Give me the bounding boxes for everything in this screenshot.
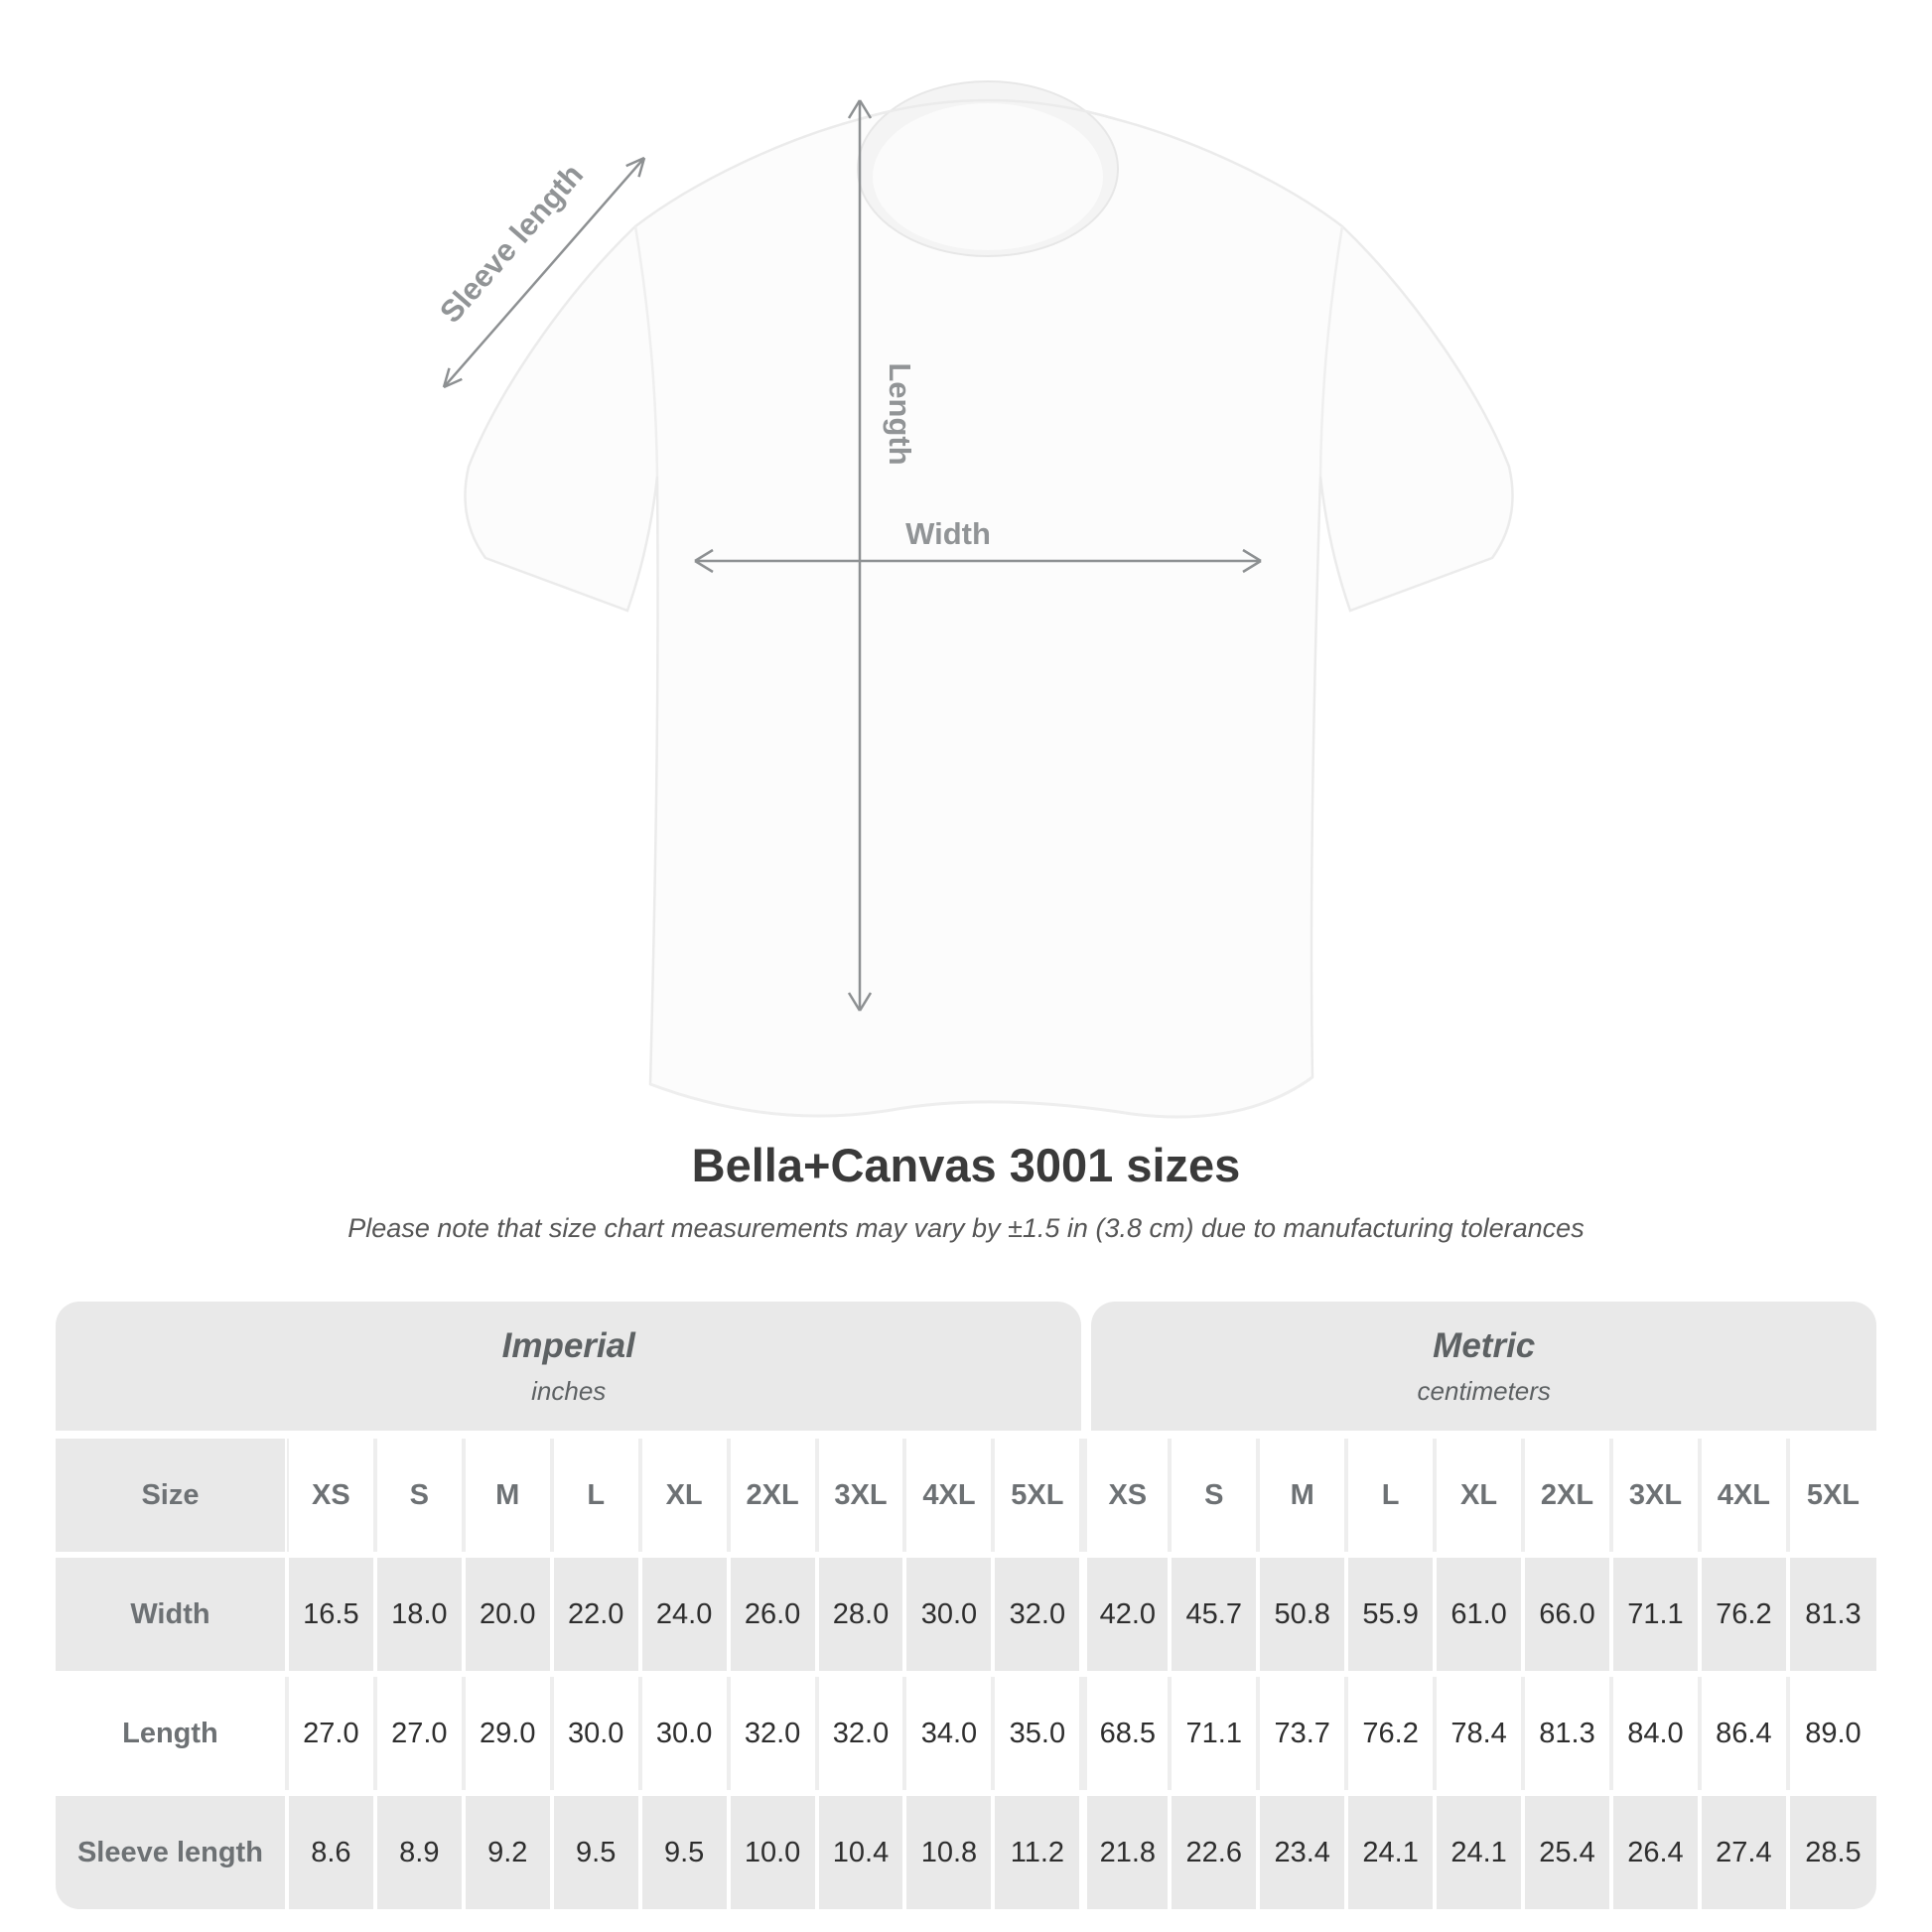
sleeve-imperial-xl: 9.5 (640, 1796, 729, 1909)
table-row-sleeve-length (56, 1796, 1876, 1909)
sleeve-imperial-l: 9.5 (552, 1796, 640, 1909)
width-imperial-5xl: 32.0 (993, 1558, 1081, 1671)
sleeve-metric-5xl: 28.5 (1788, 1796, 1876, 1909)
sleeve-imperial-5xl: 11.2 (993, 1796, 1081, 1909)
sleeve-imperial-4xl: 10.8 (904, 1796, 993, 1909)
size-header-imperial-xl: XL (640, 1439, 729, 1552)
sleeve-metric-s: 22.6 (1170, 1796, 1258, 1909)
width-imperial-2xl: 26.0 (729, 1558, 817, 1671)
length-metric-xs: 68.5 (1081, 1677, 1170, 1790)
size-header-metric-3xl: 3XL (1611, 1439, 1700, 1552)
width-imperial-3xl: 28.0 (817, 1558, 905, 1671)
size-header-imperial-2xl: 2XL (729, 1439, 817, 1552)
imperial-band (56, 1302, 1081, 1431)
length-metric-4xl: 86.4 (1700, 1677, 1788, 1790)
sleeve-imperial-xs: 8.6 (287, 1796, 375, 1909)
width-metric-xl: 61.0 (1435, 1558, 1523, 1671)
sleeve-metric-m: 23.4 (1258, 1796, 1346, 1909)
length-imperial-m: 29.0 (464, 1677, 552, 1790)
size-header-imperial-s: S (375, 1439, 464, 1552)
width-metric-xs: 42.0 (1081, 1558, 1170, 1671)
size-header-imperial-5xl: 5XL (993, 1439, 1081, 1552)
sleeve-metric-3xl: 26.4 (1611, 1796, 1700, 1909)
length-imperial-l: 30.0 (552, 1677, 640, 1790)
size-header-imperial-xs: XS (287, 1439, 375, 1552)
length-imperial-xs: 27.0 (287, 1677, 375, 1790)
size-column-header: Size (56, 1439, 287, 1552)
length-metric-l: 76.2 (1346, 1677, 1435, 1790)
width-metric-3xl: 71.1 (1611, 1558, 1700, 1671)
table-row-width (56, 1558, 1876, 1671)
tshirt-graphic (465, 81, 1512, 1117)
width-metric-s: 45.7 (1170, 1558, 1258, 1671)
length-metric-xl: 78.4 (1435, 1677, 1523, 1790)
size-table-container (56, 1302, 1876, 1915)
sleeve-imperial-3xl: 10.4 (817, 1796, 905, 1909)
length-metric-m: 73.7 (1258, 1677, 1346, 1790)
length-metric-s: 71.1 (1170, 1677, 1258, 1790)
width-imperial-l: 22.0 (552, 1558, 640, 1671)
size-header-imperial-m: M (464, 1439, 552, 1552)
tolerance-note: Please note that size chart measurements may vary by ±1.5 in (3.8 cm) due to manufacturing tolerances (347, 1213, 1585, 1243)
length-imperial-s: 27.0 (375, 1677, 464, 1790)
size-header-metric-s: S (1170, 1439, 1258, 1552)
sleeve-imperial-2xl: 10.0 (729, 1796, 817, 1909)
size-header-metric-m: M (1258, 1439, 1346, 1552)
width-imperial-m: 20.0 (464, 1558, 552, 1671)
sleeve-metric-2xl: 25.4 (1523, 1796, 1611, 1909)
width-metric-4xl: 76.2 (1700, 1558, 1788, 1671)
length-imperial-3xl: 32.0 (817, 1677, 905, 1790)
sleeve-metric-xl: 24.1 (1435, 1796, 1523, 1909)
size-header-metric-xs: XS (1081, 1439, 1170, 1552)
page-title: Bella+Canvas 3001 sizes (691, 1139, 1241, 1191)
imperial-unit: inches (531, 1375, 607, 1406)
size-header-imperial-4xl: 4XL (904, 1439, 993, 1552)
imperial-label: Imperial (501, 1325, 635, 1365)
sleeve-imperial-m: 9.2 (464, 1796, 552, 1909)
length-imperial-4xl: 34.0 (904, 1677, 993, 1790)
size-header-imperial-3xl: 3XL (817, 1439, 905, 1552)
width-metric-5xl: 81.3 (1788, 1558, 1876, 1671)
metric-band (1091, 1302, 1876, 1431)
length-metric-5xl: 89.0 (1788, 1677, 1876, 1790)
size-table (56, 1433, 1876, 1915)
row-label-sleeve-length: Sleeve length (56, 1796, 287, 1909)
size-header-metric-l: L (1346, 1439, 1435, 1552)
width-imperial-s: 18.0 (375, 1558, 464, 1671)
size-header-metric-4xl: 4XL (1700, 1439, 1788, 1552)
metric-label: Metric (1433, 1325, 1536, 1365)
length-imperial-xl: 30.0 (640, 1677, 729, 1790)
size-header-metric-5xl: 5XL (1788, 1439, 1876, 1552)
width-metric-m: 50.8 (1258, 1558, 1346, 1671)
sleeve-length-label: Sleeve length (433, 157, 591, 330)
sleeve-metric-l: 24.1 (1346, 1796, 1435, 1909)
sleeve-metric-xs: 21.8 (1081, 1796, 1170, 1909)
size-header-metric-xl: XL (1435, 1439, 1523, 1552)
unit-header-band (56, 1302, 1876, 1431)
row-label-length: Length (56, 1677, 287, 1790)
width-imperial-4xl: 30.0 (904, 1558, 993, 1671)
length-imperial-2xl: 32.0 (729, 1677, 817, 1790)
size-header-metric-2xl: 2XL (1523, 1439, 1611, 1552)
metric-unit: centimeters (1417, 1375, 1551, 1406)
width-label: Width (905, 516, 991, 551)
table-row-sizes (56, 1439, 1876, 1552)
sleeve-metric-4xl: 27.4 (1700, 1796, 1788, 1909)
width-metric-l: 55.9 (1346, 1558, 1435, 1671)
width-imperial-xs: 16.5 (287, 1558, 375, 1671)
length-label: Length (883, 362, 917, 466)
sleeve-imperial-s: 8.9 (375, 1796, 464, 1909)
size-header-imperial-l: L (552, 1439, 640, 1552)
row-label-width: Width (56, 1558, 287, 1671)
width-metric-2xl: 66.0 (1523, 1558, 1611, 1671)
table-row-length (56, 1677, 1876, 1790)
length-metric-2xl: 81.3 (1523, 1677, 1611, 1790)
length-imperial-5xl: 35.0 (993, 1677, 1081, 1790)
width-imperial-xl: 24.0 (640, 1558, 729, 1671)
length-metric-3xl: 84.0 (1611, 1677, 1700, 1790)
